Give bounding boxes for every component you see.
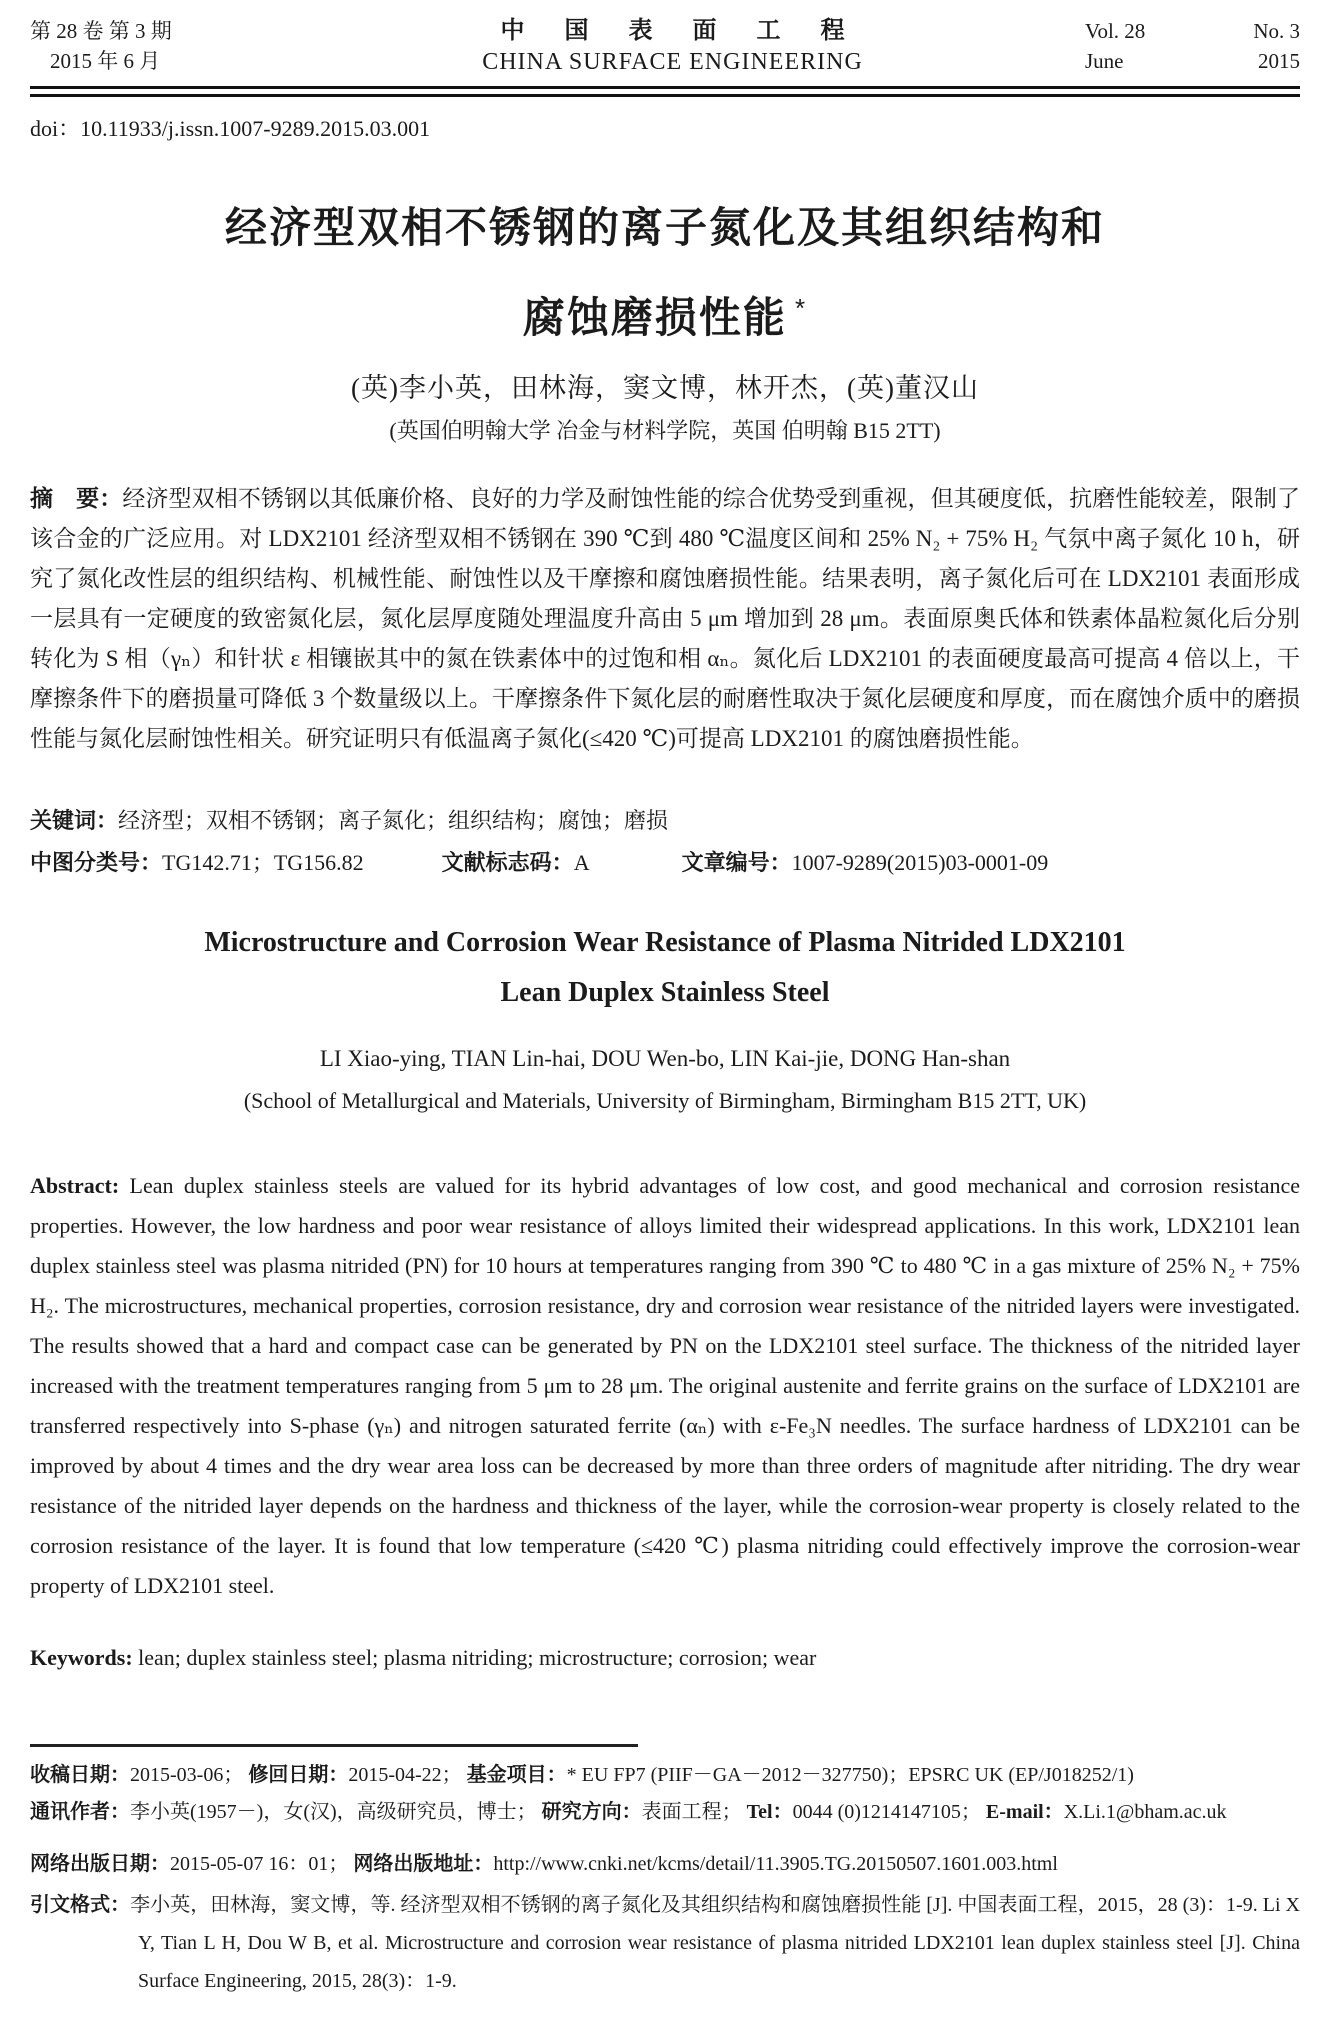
keywords-cn-label: 关键词： — [30, 808, 119, 833]
volume-number-row — [1085, 16, 1300, 46]
footnote-divider — [30, 1744, 638, 1747]
revised-date-label: 修回日期： — [248, 1764, 349, 1786]
article-title-cn-line1: 经济型双相不锈钢的离子氮化及其组织结构和 — [224, 204, 1105, 251]
article-title-cn-line2: 腐蚀磨损性能 * — [522, 293, 808, 341]
citation-format-value: 李小英，田林海，窦文博，等. 经济型双相不锈钢的离子氮化及其组织结构和腐蚀磨损性能 [J]. 中国表面工程，2015，28 (3)：1-9. Li X Y, Tian L H, Dou W B, et al. Microstructure and corrosion wear resistance of plasma nitrided LDX2101 lean duplex stainless steel [J]. China Surface Engineering, 2015, 28(3)：1-9. — [130, 1894, 1300, 1992]
fund-label: 基金项目： — [466, 1764, 567, 1786]
authors-cn: (英)李小英，田林海，窦文博，林开杰，(英)董汉山 — [351, 373, 979, 403]
received-date-value: 2015-03-06； — [130, 1764, 244, 1786]
abstract-en-text: Lean duplex stainless steels are valued for its hybrid advantages of low cost, and good mechanical and corrosion resistance properties. However, the low hardness and poor wear resistance of alloys limited their widespread applications. In this work, LDX2101 lean duplex stainless steel was plasma nitrided (PN) for 10 hours at temperatures ranging from 390 ℃ to 480 ℃ in a gas mixture of 25% N₂ + 75% H₂. The microstructures, mechanical properties, corrosion resistance, dry and corrosion wear resistance of the nitrided layers were investigated. The results showed that a hard and compact case can be generated by PN on the LDX2101 steel surface. The thickness of the nitrided layer increased with the treatment temperatures ranging from 5 μm to 28 μm. The original austenite and ferrite grains on the surface of LDX2101 are transferred respectively into S-phase (γₙ) and nitrogen saturated ferrite (αₙ) with ε-Fe₃N needles. The surface hardness of LDX2101 can be improved by about 4 times and the dry wear area loss can be decreased by more than three orders of magnitude after nitriding. The dry wear resistance of the nitrided layer depends on the hardness and thickness of the layer, while the corrosion-wear property is closely related to the corrosion resistance of the layer. It is found that low temperature (≤420 ℃) plasma nitriding could effectively improve the corrosion-wear property of LDX2101 steel. — [30, 1173, 1300, 1598]
year-label: 2015 — [1258, 49, 1300, 73]
footnote-author-line — [30, 1797, 1300, 1827]
abstract-cn-text: 经济型双相不锈钢以其低廉价格、良好的力学及耐蚀性能的综合优势受到重视，但其硬度低，抗磨性能较差，限制了该合金的广泛应用。对 LDX2101 经济型双相不锈钢在 390 ℃到 480 ℃温度区间和 25% N₂ + 75% H₂ 气氛中离子氮化 10 h，研究了氮化改性层的组织结构、机械性能、耐蚀性以及干摩擦和腐蚀磨损性能。结果表明，离子氮化后可在 LDX2101 表面形成一层具有一定硬度的致密氮化层，氮化层厚度随处理温度升高由 5 μm 增加到 28 μm。表面原奥氏体和铁素体晶粒氮化后分别转化为 S 相（γₙ）和针状 ε 相镶嵌其中的氮在铁素体中的过饱和相 αₙ。氮化后 LDX2101 的表面硬度最高可提高 4 倍以上，干摩擦条件下的磨损量可降低 3 个数量级以上。干摩擦条件下氮化层的耐磨性取决于氮化层硬度和厚度，而在腐蚀介质中的磨损性能与氮化层耐蚀性相关。研究证明只有低温离子氮化(≤420 ℃)可提高 LDX2101 的腐蚀磨损性能。 — [30, 486, 1301, 751]
corresponding-author-value: 李小英(1957－)，女(汉)，高级研究员，博士； — [130, 1801, 537, 1823]
authors-en: LI Xiao-ying, TIAN Lin-hai, DOU Wen-bo, LIN Kai-jie, DONG Han-shan — [319, 1046, 1011, 1071]
abstract-en-label: Abstract: — [30, 1173, 120, 1198]
footnote-online-line — [30, 1849, 1300, 1879]
online-date-label: 网络出版日期： — [30, 1853, 170, 1875]
abstract-cn — [30, 478, 1300, 759]
issue-volume-line: 第 28 卷 第 3 期 — [30, 19, 172, 43]
article-title-en — [0, 918, 1330, 1018]
tel-label: Tel： — [746, 1801, 793, 1823]
keywords-cn — [30, 803, 1300, 839]
doc-code-group — [442, 845, 590, 881]
header-double-rule — [30, 86, 1300, 97]
article-id-label: 文章编号： — [681, 850, 792, 875]
classification-row — [30, 845, 1300, 881]
research-direction-value: 表面工程； — [641, 1801, 742, 1823]
clc-value: TG142.71；TG156.82 — [162, 850, 364, 875]
issue-number-label: No. 3 — [1253, 19, 1300, 43]
abstract-cn-label: 摘 要： — [30, 485, 123, 511]
keywords-en — [30, 1640, 1300, 1676]
abstract-en — [30, 1166, 1300, 1606]
clc-group — [30, 845, 364, 881]
online-date-value: 2015-05-07 16：01； — [170, 1853, 349, 1875]
issue-info — [30, 16, 260, 76]
month-year-row — [1085, 46, 1300, 76]
email-label: E-mail： — [985, 1801, 1064, 1823]
citation-format-label: 引文格式： — [30, 1894, 131, 1916]
month-label: June — [1085, 49, 1124, 73]
fund-value: * EU FP7 (PIIF－GA－2012－327750)；EPSRC UK (EP/J018252/1) — [566, 1764, 1134, 1786]
keywords-cn-text: 经济型；双相不锈钢；离子氮化；组织结构；腐蚀；磨损 — [118, 808, 669, 833]
revised-date-value: 2015-04-22； — [348, 1764, 462, 1786]
email-value: X.Li.1@bham.ac.uk — [1063, 1801, 1227, 1823]
online-url-label: 网络出版地址： — [353, 1853, 494, 1875]
research-direction-label: 研究方向： — [541, 1801, 642, 1823]
issue-date-line: 2015 年 6 月 — [50, 49, 161, 73]
affiliation-en: (School of Metallurgical and Materials, University of Birmingham, Birmingham B15 2TT, UK) — [243, 1088, 1087, 1113]
online-url-value: http://www.cnki.net/kcms/detail/11.3905.TG.20150507.1601.003.html — [493, 1853, 1058, 1875]
journal-name-cn: 中国表面工程 — [500, 17, 885, 44]
journal-header — [30, 16, 1300, 78]
article-id-group — [682, 845, 1049, 881]
journal-title-group — [260, 16, 1085, 78]
article-title-en-line2: Lean Duplex Stainless Steel — [500, 977, 830, 1008]
tel-value: 0044 (0)1214147105； — [792, 1801, 981, 1823]
article-title-en-line1: Microstructure and Corrosion Wear Resistance of Plasma Nitrided LDX2101 — [204, 927, 1126, 958]
article-title-cn — [0, 188, 1330, 358]
doc-code-label: 文献标志码： — [441, 850, 574, 875]
doi-line: doi：10.11933/j.issn.1007-9289.2015.03.001 — [30, 116, 431, 141]
volume-label: Vol. 28 — [1085, 19, 1146, 43]
keywords-en-label: Keywords: — [30, 1645, 133, 1670]
clc-label: 中图分类号： — [30, 850, 163, 875]
keywords-en-text: lean; duplex stainless steel; plasma nitriding; microstructure; corrosion; wear — [132, 1645, 817, 1670]
citation-format-block — [30, 1886, 1300, 2000]
article-id-value: 1007-9289(2015)03-0001-09 — [791, 850, 1049, 875]
footnote-dates-line — [30, 1760, 1300, 1790]
funding-asterisk: * — [794, 293, 808, 323]
volume-info — [1085, 16, 1300, 76]
doc-code-value: A — [573, 850, 590, 875]
corresponding-author-label: 通讯作者： — [30, 1801, 130, 1823]
received-date-label: 收稿日期： — [30, 1764, 130, 1786]
journal-name-en: CHINA SURFACE ENGINEERING — [482, 49, 863, 75]
affiliation-cn: (英国伯明翰大学 冶金与材料学院，英国 伯明翰 B15 2TT) — [389, 418, 941, 443]
